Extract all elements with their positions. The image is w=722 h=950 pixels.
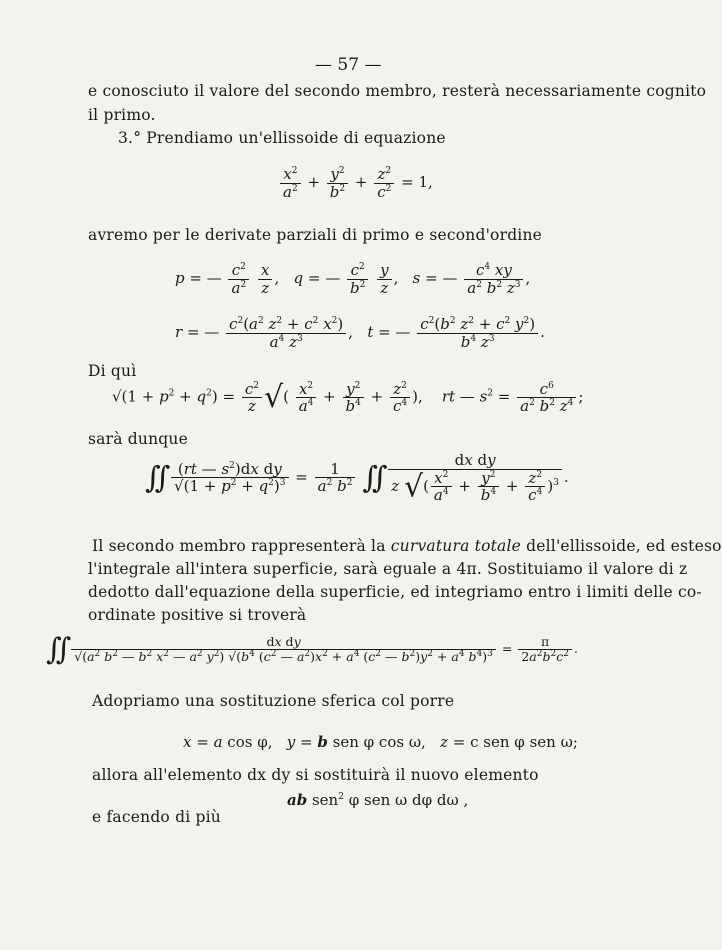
text-line: 3.° Prendiamo un'ellissoide di equazione	[118, 129, 446, 147]
page-number: — 57 —	[315, 55, 382, 75]
equation-ellipsoid: $\frac{x^2}{a^2}$ + $\frac{y^2}{b^2}$ + $\frac{z^2}{c^2}$ = 1,	[278, 166, 433, 200]
text-line: avremo per le derivate parziali di primo e second'ordine	[88, 226, 543, 244]
text-line: e facendo di più	[92, 808, 221, 826]
text-line: Adopriamo una sostituzione sferica col porre	[92, 692, 455, 710]
text-line	[92, 537, 722, 555]
equation-long-integral: ∫∫ dx dy $√(a^2$ $b^2$ — $b^2$ $x^2$ — $a^2$ $y^2$) $√(b^4$ ($c^2$ — $a^2)x^2 + a^4$ ($c^2$ — $b^2)y^2 + a^4$ $b^4)^3$ = $\frac{\pi}{2a^2b^2c^2}$ .	[46, 632, 578, 667]
equation-sqrt: $√(1 + p^2 + q^2)$ = $\frac{c^2}{z}$ √( $\frac{x^2}{a^4}$ + $\frac{y^2}{b^4}$ + $\frac{z^2}{c^4}$ ), rt — $s^2$ = $\frac{c^6}{a^2 b^2 z^4}$ ;	[112, 379, 584, 415]
text-span: Il secondo membro rappresenterà la	[92, 537, 386, 555]
text-line: sarà dunque	[88, 430, 188, 448]
text-line: e conosciuto il valore del secondo membro, resterà necessariamente cognito	[88, 82, 707, 100]
equation-first-derivatives: p = — $\frac{c^2}{a^2}$ $\frac{x}{z}$ , q = — $\frac{c^2}{b^2}$ $\frac{y}{z}$ , s = — $\frac{c^4 xy}{a^2 b^2 z^3}$ ,	[175, 261, 531, 297]
text-line: ordinate positive si troverà	[88, 606, 307, 624]
emphasis-text: curvatura totale	[390, 537, 522, 555]
text-span: dell'ellissoide, ed esteso	[526, 537, 722, 555]
text-line: il primo.	[88, 106, 156, 124]
equation-second-derivatives: r = — $\frac{c^2(a^2 z^2 + c^2 x^2)}{a^4 z^3}$ , t = — $\frac{c^2(b^2 z^2 + c^2 y^2)}{b^4 z^3}$ .	[175, 315, 545, 351]
text-line: l'integrale all'intera superficie, sarà eguale a 4π. Sostituiamo il valore di z	[88, 560, 688, 578]
text-line: dedotto dall'equazione della superficie, ed integriamo entro i limiti delle co-	[88, 583, 702, 601]
text-line: allora all'elemento dx dy si sostituirà il nuovo elemento	[92, 766, 539, 784]
equation-new-element: ab sen$^2$ φ sen ω dφ dω ,	[287, 791, 469, 809]
equation-integral-curvature: ∫∫ $\frac{(rt — s^2)dx dy}{√(1 + p^2 + q^2)^3}$ = $\frac{1}{a^2 b^2}$ ∫∫ dx dy z √( $\frac{x^2}{a^4}$ + $\frac{y^2}{b^4}$ + $\frac{z^2}{c^4}$ )$^3$ .	[145, 451, 569, 504]
text-line: Di quì	[88, 362, 137, 380]
equation-spherical-substitution: x = a cos φ, y = b sen φ cos ω, z = c sen φ sen ω;	[183, 733, 578, 751]
